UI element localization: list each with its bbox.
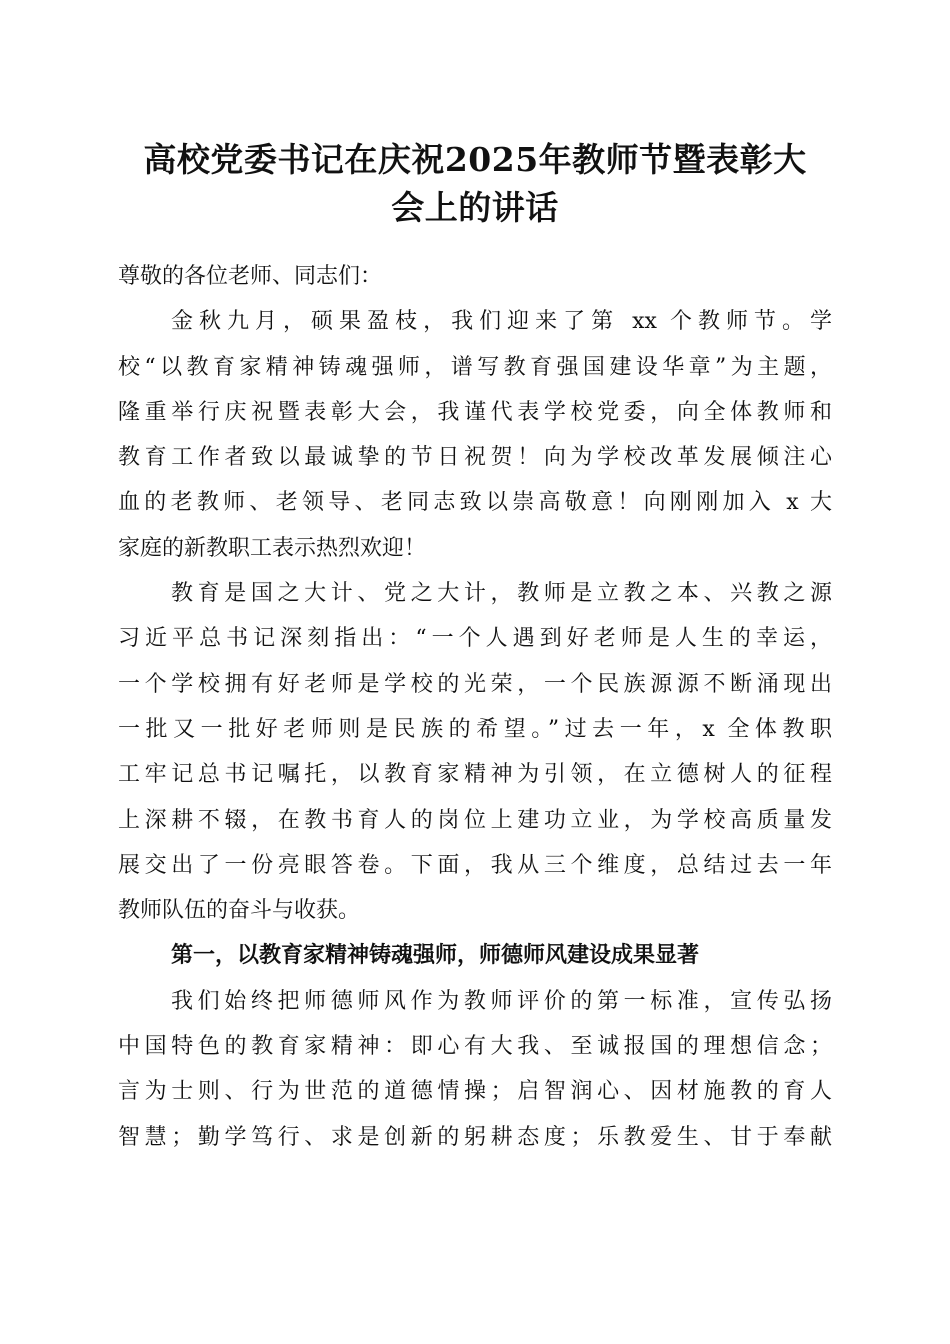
paragraph-ethics (118, 979, 832, 1160)
paragraph-line: 一批又一批好老师则是民族的希望。”过去一年，x 全体教职 (118, 716, 832, 742)
paragraph-line: 教育是国之大计、党之大计，教师是立教之本、兴教之源 (171, 581, 832, 607)
paragraph-line: 校“以教育家精神铸魂强师，谱写教育强国建设华章”为主题， (118, 354, 832, 380)
paragraph-line: 血的老教师、老领导、老同志致以崇高敬意！向刚刚加入 x 大 (118, 490, 832, 516)
paragraph-line: 中国特色的教育家精神：即心有大我、至诚报国的理想信念； (118, 1034, 832, 1060)
document-body (118, 254, 832, 1160)
paragraph-line: 一个学校拥有好老师是学校的光荣，一个民族源源不断涌现出 (118, 671, 832, 697)
salutation: 尊敬的各位老师、同志们： (118, 264, 383, 289)
paragraph-line: 展交出了一份亮眼答卷。下面，我从三个维度，总结过去一年 (118, 852, 832, 878)
title-line-2: 会上的讲话 (391, 188, 559, 227)
paragraph-line: 金秋九月，硕果盈枝，我们迎来了第 xx 个教师节。学 (171, 309, 832, 335)
paragraph-line: 上深耕不辍，在教书育人的岗位上建功立业，为学校高质量发 (118, 807, 832, 833)
paragraph-line: 习近平总书记深刻指出：“一个人遇到好老师是人生的幸运， (118, 626, 832, 652)
paragraph-line: 家庭的新教职工表示热烈欢迎！ (118, 535, 427, 561)
paragraph-line: 教育工作者致以最诚挚的节日祝贺！向为学校改革发展倾注心 (118, 445, 832, 471)
paragraph-line: 工牢记总书记嘱托，以教育家精神为引领，在立德树人的征程 (118, 762, 832, 788)
document-title (118, 136, 832, 232)
title-line-1: 高校党委书记在庆祝2025年教师节暨表彰大 (143, 140, 807, 179)
paragraph-line: 教师队伍的奋斗与收获。 (118, 898, 361, 924)
paragraph-line: 我们始终把师德师风作为教师评价的第一标准，宣传弘扬 (171, 988, 832, 1014)
paragraph-line: 隆重举行庆祝暨表彰大会，我谨代表学校党委，向全体教师和 (118, 399, 832, 425)
paragraph-line: 智慧；勤学笃行、求是创新的躬耕态度；乐教爱生、甘于奉献 (118, 1124, 832, 1150)
paragraph-education (118, 571, 832, 933)
paragraph-line: 言为士则、行为世范的道德情操；启智润心、因材施教的育人 (118, 1079, 832, 1105)
section-heading: 第一，以教育家精神铸魂强师，师德师风建设成果显著 (171, 942, 700, 969)
paragraph-opening (118, 299, 832, 571)
